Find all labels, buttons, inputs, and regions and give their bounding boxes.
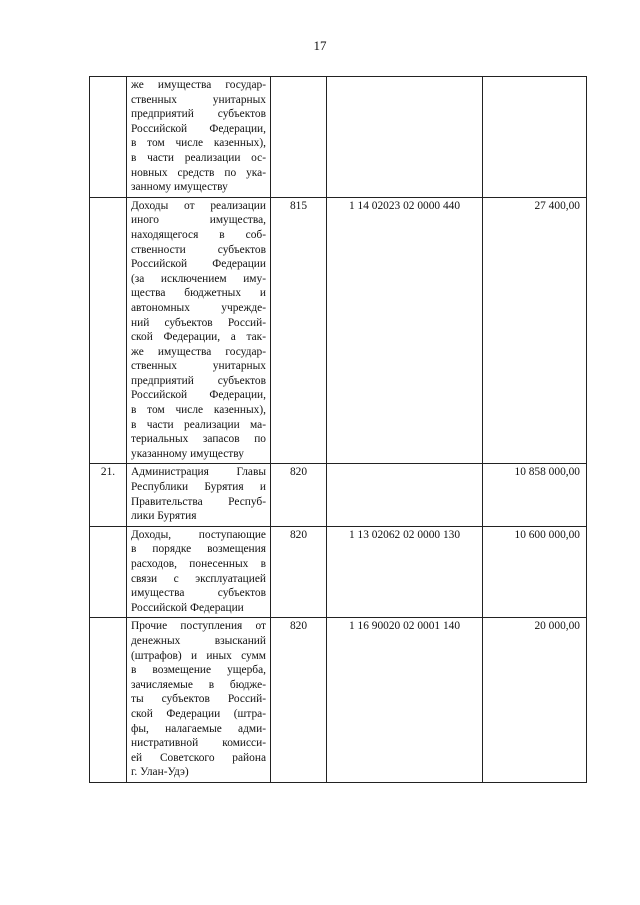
revenue-name-line: новных средств по ука- xyxy=(131,166,266,179)
revenue-name-line: (за исключением иму- xyxy=(131,272,266,285)
administrator-code: 815 xyxy=(271,197,327,464)
revenue-name-line: Российской Федерации, xyxy=(131,122,266,135)
revenue-name-line: ственности субъектов xyxy=(131,243,266,256)
revenue-name-line: фы, налагаемые адми- xyxy=(131,722,266,735)
row-number xyxy=(90,618,127,783)
revenue-name-line: лики Бурятия xyxy=(131,510,197,523)
revenue-name-line: занному имуществу xyxy=(131,181,228,194)
row-number xyxy=(90,526,127,618)
revenue-name-line: же имущества государ- xyxy=(131,79,266,91)
revenue-name-line: Прочие поступления от xyxy=(131,620,266,633)
budget-classification-code: 1 16 90020 02 0001 140 xyxy=(327,618,483,783)
table-row xyxy=(90,526,587,618)
revenue-name-line: Республики Бурятия и xyxy=(131,481,266,494)
revenue-name-line: зачисляемые в бюдже- xyxy=(131,678,266,691)
revenue-name-line: щества бюджетных и xyxy=(131,287,266,300)
revenue-name-line: Правительства Респуб- xyxy=(131,495,266,508)
revenue-name-line: ственных унитарных xyxy=(131,93,266,106)
revenue-name-line: иного имущества, xyxy=(131,214,266,227)
amount: 20 000,00 xyxy=(483,618,587,783)
revenue-name-line: Российской Федерации, xyxy=(131,389,266,402)
amount: 10 600 000,00 xyxy=(483,526,587,618)
budget-classification-code xyxy=(327,77,483,198)
table-row xyxy=(90,464,587,526)
administrator-code: 820 xyxy=(271,618,327,783)
revenue-name-line: в возмещение ущерба, xyxy=(131,664,266,677)
revenue-name-line: ний субъектов Россий- xyxy=(131,316,266,329)
revenue-name-line: предприятий субъектов xyxy=(131,108,266,121)
revenue-name-line: ственных унитарных xyxy=(131,360,266,373)
revenue-name-line: автономных учрежде- xyxy=(131,301,266,314)
revenue-name-line: имущества субъектов xyxy=(131,587,266,600)
page-number: 17 xyxy=(313,38,327,53)
revenue-name-line: ей Советского района xyxy=(131,751,266,764)
amount: 27 400,00 xyxy=(483,197,587,464)
revenue-name-line: Российской Федерации xyxy=(131,258,266,271)
revenue-name-line: предприятий субъектов xyxy=(131,374,266,387)
amount: 10 858 000,00 xyxy=(483,464,587,526)
revenue-name xyxy=(127,464,271,526)
revenue-name xyxy=(127,77,271,198)
revenue-name-line: в части реализации ма- xyxy=(131,418,266,431)
revenue-name-line: Администрация Главы xyxy=(131,466,266,479)
row-number: 21. xyxy=(90,464,127,526)
revenue-name xyxy=(127,197,271,464)
table-row xyxy=(90,77,587,198)
revenue-name-line: териальных запасов по xyxy=(131,433,266,446)
revenue-name-line: связи с эксплуатацией xyxy=(131,572,266,585)
administrator-code: 820 xyxy=(271,526,327,618)
revenue-name-line: ты субъектов Россий- xyxy=(131,693,266,706)
revenue-name-line: Доходы, поступающие xyxy=(131,528,266,541)
budget-classification-code: 1 14 02023 02 0000 440 xyxy=(327,197,483,464)
budget-classification-code xyxy=(327,464,483,526)
revenue-name-line: ской Федерации (штра- xyxy=(131,707,266,720)
revenue-name-line: ской Федерации, а так- xyxy=(131,331,266,344)
revenue-name-line: нистративной комисси- xyxy=(131,737,266,750)
revenue-name-line: находящегося в соб- xyxy=(131,228,266,241)
revenue-name-line: расходов, понесенных в xyxy=(131,558,266,570)
revenue-name-line: указанному имуществу xyxy=(131,447,244,460)
revenue-name-line: (штрафов) и иных сумм xyxy=(131,649,266,662)
revenue-name-line: Доходы от реализации xyxy=(131,199,266,212)
revenue-name-line: Российской Федерации xyxy=(131,601,244,614)
row-number xyxy=(90,197,127,464)
budget-revenue-table xyxy=(89,76,587,783)
table-row xyxy=(90,197,587,464)
revenue-name-line: в порядке возмещения xyxy=(131,543,266,556)
revenue-name xyxy=(127,618,271,783)
revenue-name-line: денежных взысканий xyxy=(131,634,266,647)
revenue-name-line: же имущества государ- xyxy=(131,345,266,358)
amount xyxy=(483,77,587,198)
administrator-code xyxy=(271,77,327,198)
revenue-name-line: в том числе казенных), xyxy=(131,137,266,150)
revenue-name-line: в части реализации ос- xyxy=(131,151,266,164)
administrator-code: 820 xyxy=(271,464,327,526)
budget-classification-code: 1 13 02062 02 0000 130 xyxy=(327,526,483,618)
revenue-name-line: г. Улан-Удэ) xyxy=(131,766,189,779)
revenue-name xyxy=(127,526,271,618)
row-number xyxy=(90,77,127,198)
revenue-name-line: в том числе казенных), xyxy=(131,404,266,417)
table-row xyxy=(90,618,587,783)
